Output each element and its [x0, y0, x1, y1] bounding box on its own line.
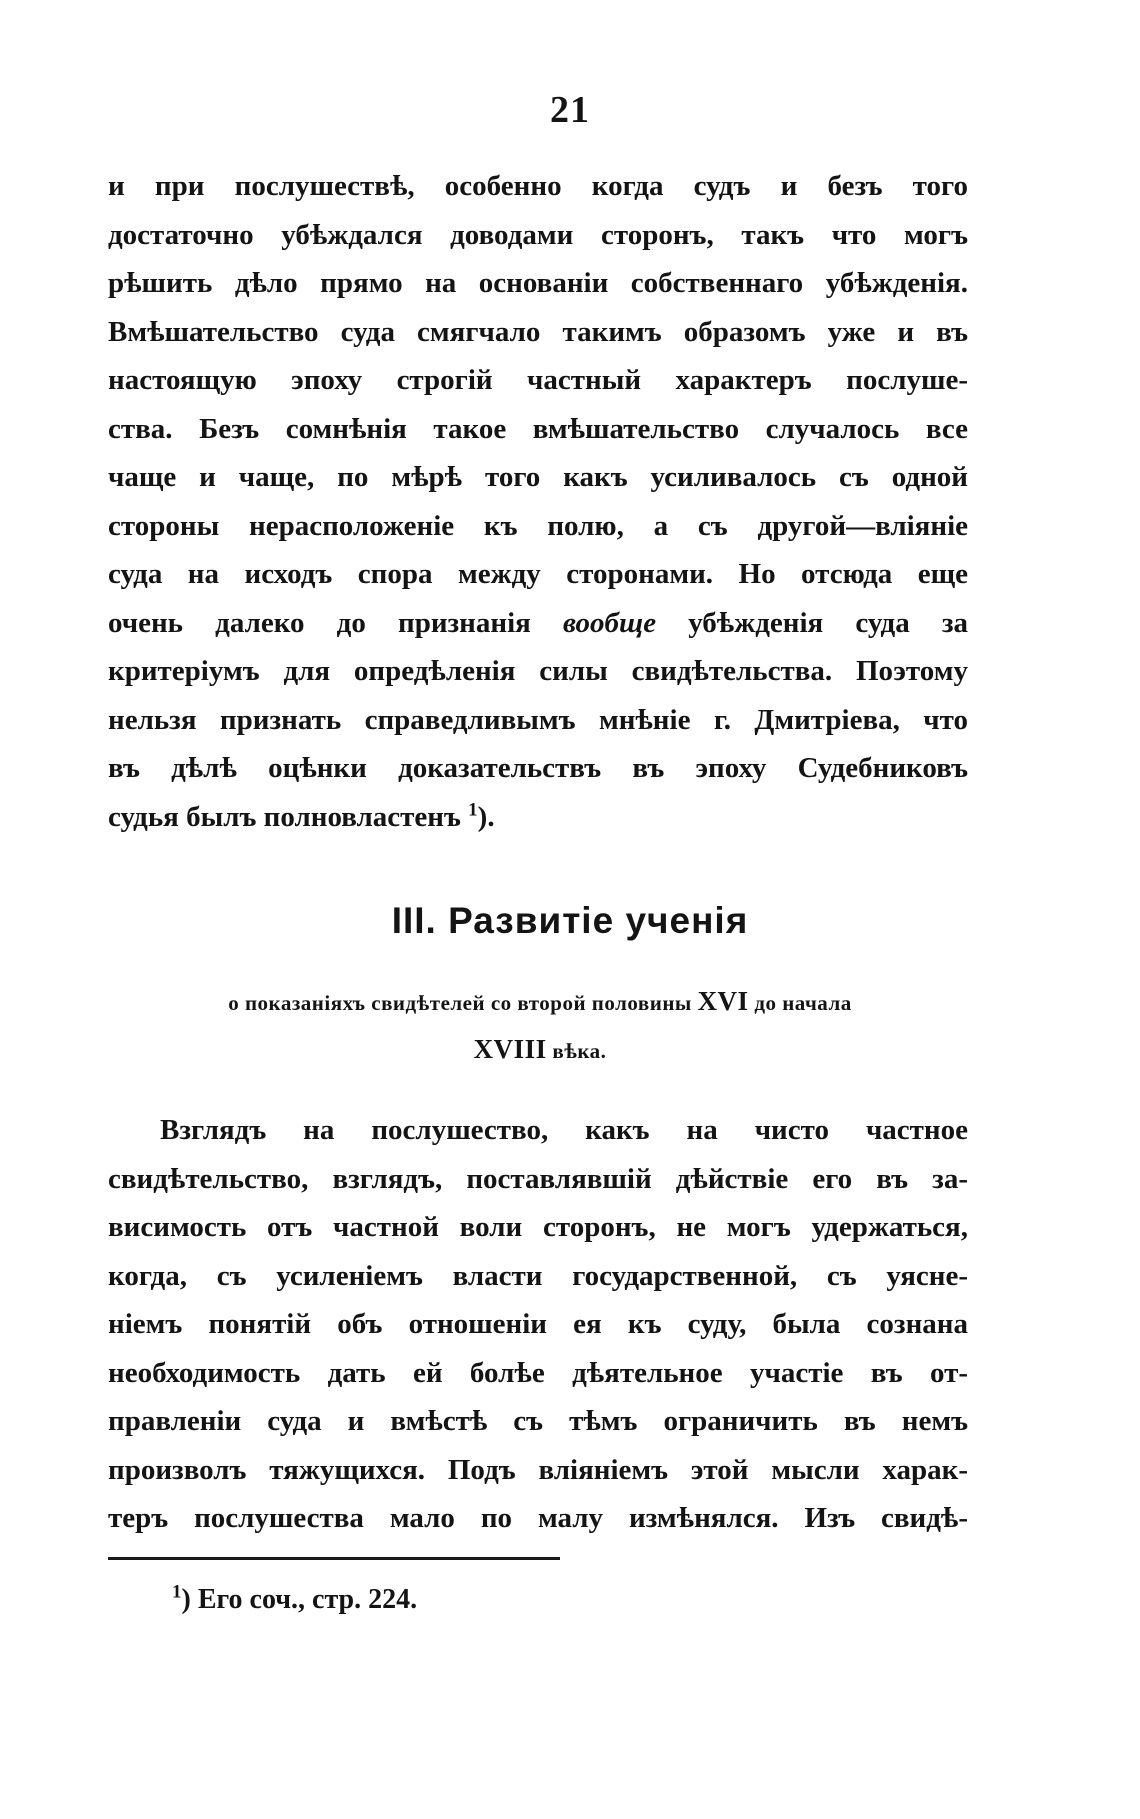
text-line: стороны нерасположеніе къ полю, а съ другой—вліяніе	[108, 509, 968, 542]
text-line: ства. Безъ сомнѣнія такое вмѣшательство случалось все	[108, 412, 968, 445]
text-fragment: очень далеко до признанія	[108, 606, 563, 639]
century-numeral: XVIII	[473, 1034, 547, 1064]
paragraph-continued	[108, 162, 968, 841]
text-fragment: судья былъ полновластенъ	[108, 800, 469, 833]
paragraph-new-section	[108, 1106, 968, 1543]
footnote-text: ) Его соч., стр. 224.	[181, 1584, 418, 1615]
emphasis-word: вообще	[562, 606, 657, 639]
footnote-mark: 1	[172, 1581, 182, 1603]
subheading-text: до начала	[748, 991, 852, 1015]
text-line-first: Взглядъ на послушество, какъ на чисто частное	[160, 1114, 968, 1146]
footnote-reference: 1	[468, 798, 478, 820]
text-line-with-emphasis	[108, 599, 968, 648]
text-line: свидѣтельство, взглядъ, поставлявшій дѣйствіе его въ за-	[108, 1162, 968, 1195]
text-line: нельзя признать справедливымъ мнѣніе г. Дмитріева, что	[108, 703, 968, 736]
text-line: необходимость дать ей болѣе дѣятельное участіе въ от-	[108, 1356, 968, 1389]
subheading-text: вѣка.	[546, 1039, 607, 1063]
text-line: теръ послушества мало по малу измѣнялся. Изъ свидѣ-	[108, 1502, 968, 1534]
section-subheading	[120, 978, 960, 1074]
text-line: критеріумъ для опредѣленія силы свидѣтельства. Поэтому	[108, 655, 968, 687]
text-line: суда на исходъ спора между сторонами. Но отсюда еще	[108, 558, 968, 590]
footnote-divider	[108, 1557, 560, 1560]
text-line: когда, съ усиленіемъ власти государственной, съ уясне-	[108, 1259, 968, 1292]
text-line: чаще и чаще, по мѣрѣ того какъ усиливалось съ одной	[108, 461, 968, 493]
section-heading: III. Развитіе ученія	[391, 900, 749, 941]
text-line: ніемъ понятій объ отношеніи ея къ суду, была сознана	[108, 1308, 968, 1340]
footnote	[172, 1581, 418, 1616]
century-numeral: XVI	[697, 986, 749, 1016]
text-line: достаточно убѣждался доводами сторонъ, такъ что могъ	[108, 218, 968, 251]
text-line-last	[108, 793, 968, 842]
text-line: настоящую эпоху строгій частный характеръ послуше-	[108, 364, 968, 396]
text-line: въ дѣлѣ оцѣнки доказательствъ въ эпоху Судебниковъ	[108, 752, 968, 784]
text-line: произволъ тяжущихся. Подъ вліяніемъ этой мысли харак-	[108, 1453, 968, 1486]
text-line: висимость отъ частной воли сторонъ, не могъ удержаться,	[108, 1211, 968, 1243]
text-fragment: убѣжденія суда за	[656, 606, 968, 639]
subheading-text: о показаніяхъ свидѣтелей со второй половины	[228, 991, 698, 1015]
text-fragment: ).	[477, 800, 495, 833]
text-line: Вмѣшательство суда смягчало такимъ образомъ уже и въ	[108, 315, 968, 348]
page-number: 21	[550, 89, 590, 131]
text-line: и при послушествѣ, особенно когда судъ и безъ того	[108, 170, 968, 202]
text-line: правленіи суда и вмѣстѣ съ тѣмъ ограничить въ немъ	[108, 1405, 968, 1437]
text-line: рѣшить дѣло прямо на основаніи собственнаго убѣжденія.	[108, 267, 968, 299]
